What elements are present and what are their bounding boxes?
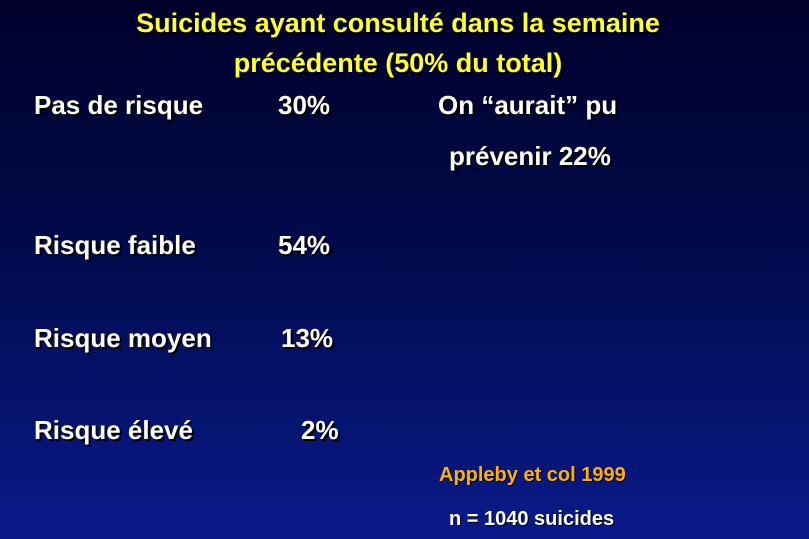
row-label-pas-de-risque: Pas de risque: [34, 90, 204, 120]
row-value-pas-de-risque: 30%: [278, 90, 331, 120]
note-line-2: prévenir 22%: [449, 141, 611, 171]
citation: Appleby et col 1999: [439, 464, 626, 486]
row-value-risque-moyen: 13%: [281, 323, 334, 353]
slide-title-line-1: Suicides ayant consulté dans la semaine: [136, 8, 660, 38]
sample-size: n = 1040 suicides: [449, 508, 615, 530]
note-line-1: On “aurait” pu: [438, 90, 618, 120]
slide-title-line-2: précédente (50% du total): [233, 48, 563, 78]
row-label-risque-eleve: Risque élevé: [34, 415, 193, 445]
row-value-risque-eleve: 2%: [301, 415, 339, 445]
row-label-risque-moyen: Risque moyen: [34, 323, 212, 353]
row-label-risque-faible: Risque faible: [34, 230, 196, 260]
row-value-risque-faible: 54%: [278, 230, 331, 260]
